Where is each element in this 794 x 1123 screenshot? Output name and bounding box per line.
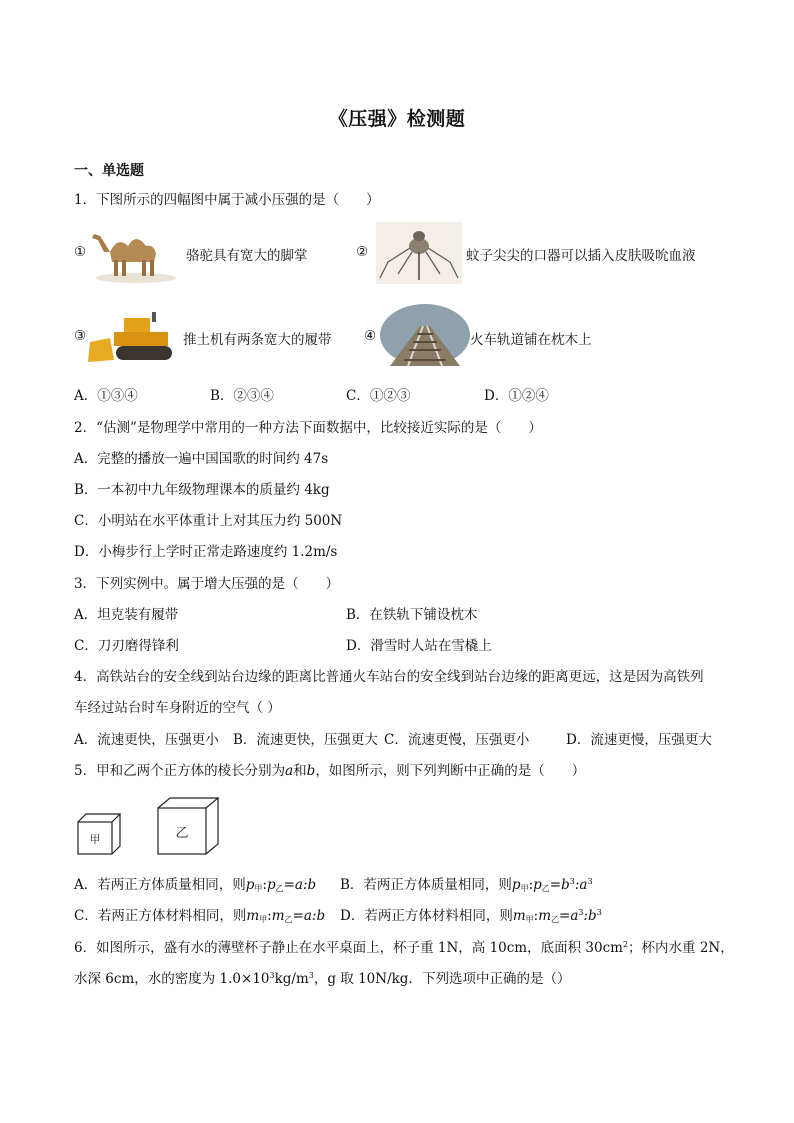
q5-subscript: 乙 [284, 915, 293, 924]
q3-option-b: B．在铁轨下铺设枕木 [346, 607, 478, 623]
bulldozer-image [86, 308, 180, 368]
q5-option-a: A．若两正方体质量相同，则$p_甲:p_乙=a:b$ [74, 877, 317, 893]
q5-stem [74, 759, 585, 779]
q5-subscript: 甲 [525, 915, 534, 924]
cube-label-large: 乙 [175, 826, 189, 841]
q5-value: :a [574, 877, 588, 893]
q3-option-d: D．滑雪时人站在雪橇上 [346, 638, 492, 654]
q5-value: =b [549, 877, 570, 893]
q6-line1 [74, 936, 734, 956]
q6-text: ，g 取 10N/kg．下列选项中正确的是（） [313, 971, 571, 987]
q5-subscript: 甲 [259, 915, 268, 924]
q5-option-text: D．若两正方体材料相同，则 [340, 908, 513, 924]
q5-symbol: p [533, 877, 542, 893]
q5-symbol: m [246, 908, 260, 924]
q1-option-d: D．①②④ [484, 388, 549, 404]
q5-option-b: B．若两正方体质量相同，则$p_甲:p_乙=b^3:a^3$ [340, 877, 593, 893]
q2-option-b: B．一本初中九年级物理课本的质量约 4kg [74, 482, 330, 498]
q1-caption-2: 蚊子尖尖的口器可以插入皮肤吸吮血液 [466, 248, 696, 264]
q5-symbol: p [266, 877, 276, 893]
q2-option-d: D．小梅步行上学时正常走路速度约 1.2m/s [74, 544, 338, 560]
q1-option-a: A．①③④ [74, 388, 138, 404]
q5-stem-text: ，如图所示，则下列判断中正确的是（ ） [315, 763, 586, 779]
q5-exponent: 3 [578, 908, 584, 917]
q4-stem-line1: 4．高铁站台的安全线到站台边缘的距离比普通火车站台的安全线到站台边缘的距离更远，这是因为高铁列 [74, 669, 704, 685]
q6-line2 [74, 967, 570, 987]
q6-exponent: 3 [308, 971, 314, 980]
q1-caption-1: 骆驼具有宽大的脚掌 [186, 248, 308, 264]
q5-value: =a:b [292, 908, 326, 924]
q6-text: 水深 6cm，水的密度为 1.0×10 [74, 971, 270, 987]
q5-subscript: 甲 [254, 884, 263, 893]
var-a: a [285, 763, 294, 779]
q2-option-a: A．完整的播放一遍中国国歌的时间约 47s [74, 451, 329, 467]
var-b: b [306, 763, 316, 779]
q2-stem: 2．“估测”是物理学中常用的一种方法下面数据中，比较接近实际的是（ ） [74, 420, 542, 436]
q5-option-text: B．若两正方体质量相同，则 [340, 877, 512, 893]
q5-subscript: 甲 [520, 884, 529, 893]
q3-option-a: A．坦克装有履带 [74, 607, 179, 623]
q1-option-b: B．②③④ [210, 388, 274, 404]
q5-option-d: D．若两正方体材料相同，则$m_甲:m_乙=a^3:b^3$ [340, 908, 602, 924]
q1-option-c: C．①②③ [346, 388, 411, 404]
q4-option-b: B．流速更快，压强更大 [233, 732, 378, 748]
q5-symbol: p [245, 877, 255, 893]
section-heading: 一、单选题 [74, 163, 144, 179]
q5-option-c: C．若两正方体材料相同，则$m_甲:m_乙=a:b$ [74, 908, 326, 924]
q6-text: kg/m [274, 971, 309, 987]
q5-value: =a:b [283, 877, 317, 893]
q1-marker-3: ③ [74, 328, 87, 344]
q5-subscript: 乙 [541, 884, 550, 893]
page-title: 《压强》检测题 [328, 108, 466, 130]
cubes-diagram [76, 796, 226, 858]
q5-option-text: A．若两正方体质量相同，则 [74, 877, 246, 893]
cube-label-small: 甲 [89, 833, 101, 846]
q1-caption-4: 火车轨道铺在枕木上 [470, 332, 592, 348]
q5-value: :b [583, 908, 597, 924]
q3-stem: 3．下列实例中。属于增大压强的是（ ） [74, 576, 340, 592]
q6-exponent: 3 [269, 971, 275, 980]
q1-marker-2: ② [356, 244, 369, 260]
q5-symbol: m [271, 908, 285, 924]
q5-symbol: p [511, 877, 521, 893]
q4-option-d: D．流速更慢，压强更大 [566, 732, 712, 748]
q5-symbol: m [512, 908, 526, 924]
q1-marker-4: ④ [364, 328, 377, 344]
camel-image [88, 222, 180, 284]
q5-exponent: 3 [587, 877, 593, 886]
mosquito-image [376, 222, 462, 284]
q3-option-c: C．刀刃磨得锋利 [74, 638, 179, 654]
q1-stem: 1．下图所示的四幅图中属于减小压强的是（ ） [74, 192, 380, 208]
q5-value: =a [559, 908, 579, 924]
q5-symbol: m [538, 908, 552, 924]
q4-option-c: C．流速更慢，压强更小 [384, 732, 530, 748]
q2-option-c: C．小明站在水平体重计上对其压力约 500N [74, 513, 343, 529]
q6-exponent: 2 [622, 940, 629, 949]
q5-option-text: C．若两正方体材料相同，则 [74, 908, 247, 924]
railway-image [380, 304, 470, 366]
q6-text: 6．如图所示，盛有水的薄壁杯子静止在水平桌面上，杯子重 1N，高 10cm，底面积 30cm [74, 940, 623, 956]
q5-stem-text: 5．甲和乙两个正方体的棱长分别为 [74, 763, 286, 779]
q5-subscript: 乙 [551, 915, 560, 924]
q6-text: ；杯内水重 2N， [628, 940, 734, 956]
q5-exponent: 3 [596, 908, 602, 917]
q1-marker-1: ① [74, 244, 87, 260]
q4-stem-line2: 车经过站台时车身附近的空气（ ） [74, 700, 281, 716]
q1-caption-3: 推土机有两条宽大的履带 [183, 332, 332, 348]
q5-subscript: 乙 [275, 884, 284, 893]
q5-stem-text: 和 [293, 763, 307, 779]
q5-exponent: 3 [569, 877, 575, 886]
q4-option-a: A．流速更快，压强更小 [74, 732, 219, 748]
